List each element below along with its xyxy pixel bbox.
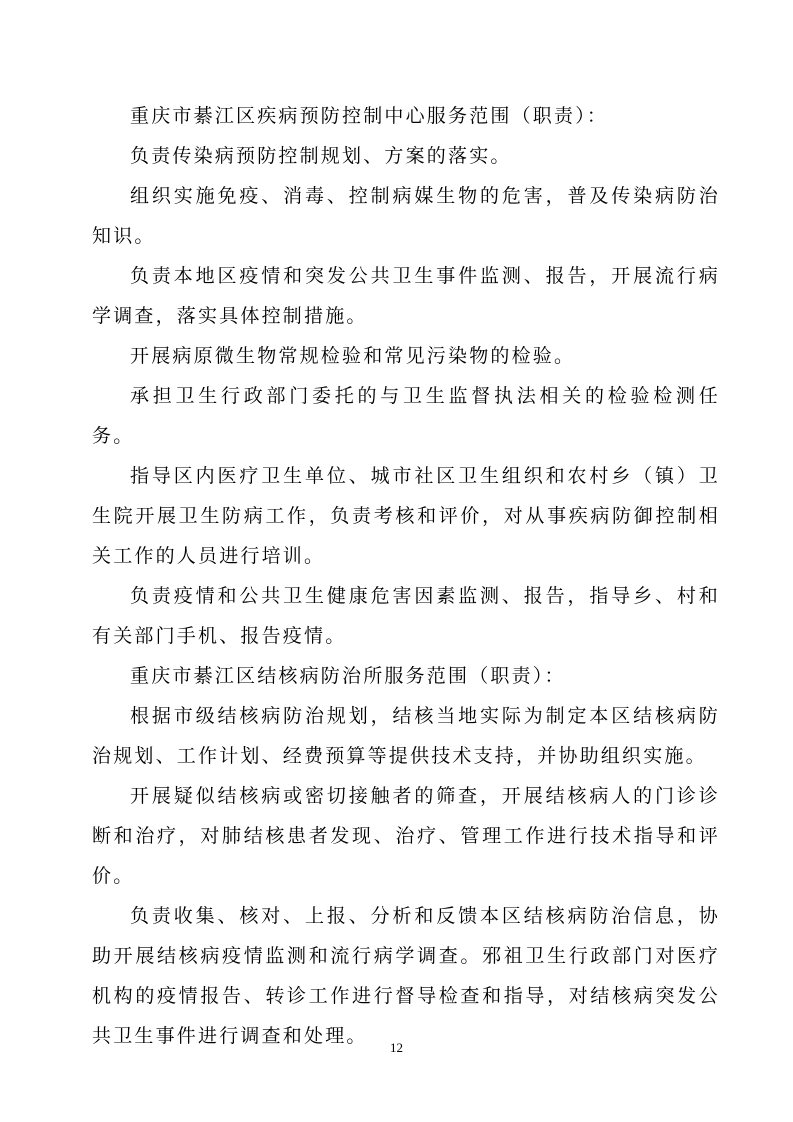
paragraph: 承担卫生行政部门委托的与卫生监督执法相关的检验检测任务。 [92,385,720,447]
page-number: 12 [390,1040,403,1055]
document-body [92,96,720,1056]
paragraph: 负责本地区疫情和突发公共卫生事件监测、报告，开展流行病学调查，落实具体控制措施。 [92,265,720,327]
paragraph: 组织实施免疫、消毒、控制病媒生物的危害，普及传染病防治知识。 [92,185,720,247]
paragraph: 开展病原微生物常规检验和常见污染物的检验。 [130,345,576,367]
paragraph: 负责收集、核对、上报、分析和反馈本区结核病防治信息，协助开展结核病疫情监测和流行病学调查。邪祖卫生行政部门对医疗机构的疫情报告、转诊工作进行督导检查和指导，对结核病突发公共卫生事件进行调查和处理。 [92,905,720,1047]
paragraph: 根据市级结核病防治规划，结核当地实际为制定本区结核病防治规划、工作计划、经费预算等提供技术支持，并协助组织实施。 [92,705,720,767]
paragraph: 指导区内医疗卫生单位、城市社区卫生组织和农村乡（镇）卫生院开展卫生防病工作，负责考核和评价，对从事疾病防御控制相关工作的人员进行培训。 [92,465,720,567]
paragraph: 负责疫情和公共卫生健康危害因素监测、报告，指导乡、村和有关部门手机、报告疫情。 [92,585,720,647]
paragraph: 负责传染病预防控制规划、方案的落实。 [130,145,512,167]
paragraph: 开展疑似结核病或密切接触者的筛查，开展结核病人的门诊诊断和治疗，对肺结核患者发现、治疗、管理工作进行技术指导和评价。 [92,785,720,887]
section-heading-tb: 重庆市綦江区结核病防治所服务范围（职责）： [130,665,566,687]
section-heading-cdc: 重庆市綦江区疾病预防控制中心服务范围（职责）： [130,105,609,127]
